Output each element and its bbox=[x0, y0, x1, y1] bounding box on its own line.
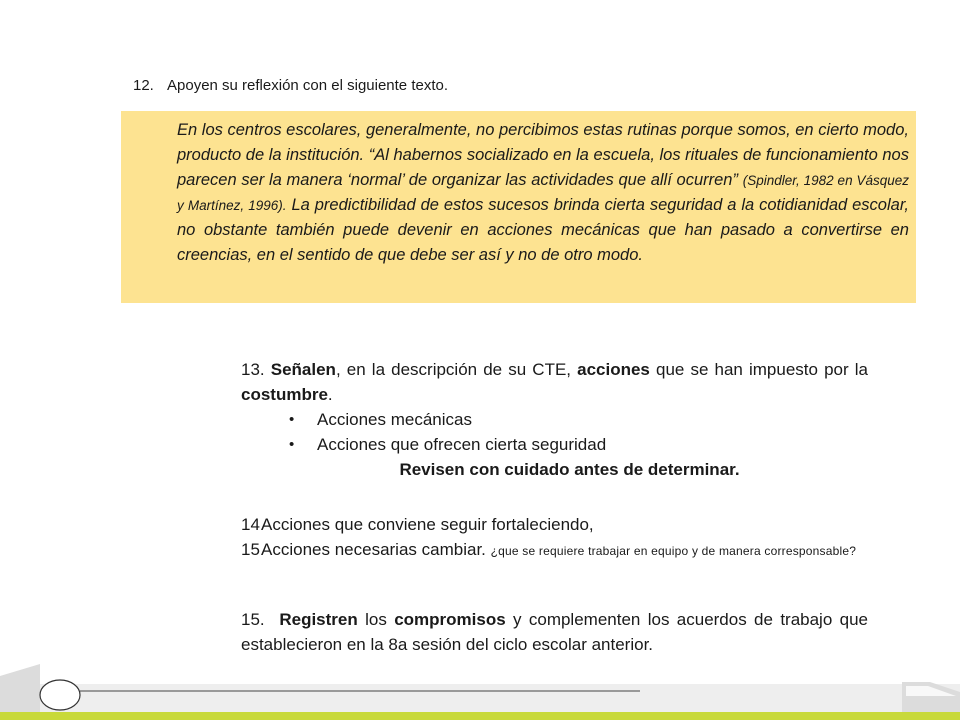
item-number: 14 bbox=[241, 515, 260, 534]
question-15-text-part: y complementen los acuerdos de trabajo que establecieron en la 8a sesión del ciclo escolar anterior. bbox=[241, 610, 869, 654]
question-13-verb: Señalen bbox=[270, 360, 336, 379]
quote-text bbox=[177, 118, 909, 268]
questions-14-15-list bbox=[241, 512, 868, 564]
item-text: Acciones que conviene seguir fortaleciendo, bbox=[261, 515, 594, 534]
quote-body: En los centros escolares, generalmente, no percibimos estas rutinas porque somos, en cierto modo, producto de la institución. “Al habernos socializado en la escuela, los rituales de funcionamiento nos parecen ser la manera ‘normal’ de organizar las actividades que allí ocurren” bbox=[177, 121, 909, 189]
footer-graphic bbox=[0, 656, 960, 720]
question-13-keyword-acciones: acciones bbox=[577, 360, 650, 379]
question-12-text: Apoyen su reflexión con el siguiente texto. bbox=[167, 77, 449, 94]
list-item bbox=[241, 537, 868, 564]
question-12 bbox=[133, 76, 833, 96]
question-12-number: 12. bbox=[133, 77, 154, 94]
list-item-text: Acciones mecánicas bbox=[317, 410, 472, 429]
highlighted-quote-box bbox=[121, 111, 916, 303]
question-15-keyword: compromisos bbox=[394, 610, 506, 629]
list-item-text: Acciones que ofrecen cierta seguridad bbox=[317, 435, 607, 454]
list-item bbox=[241, 432, 868, 457]
footer-green-bar bbox=[0, 712, 960, 720]
list-item bbox=[241, 512, 868, 537]
question-15-number: 15. bbox=[241, 610, 265, 629]
question-13-bullet-list bbox=[241, 407, 868, 457]
footer-gray-band bbox=[0, 684, 960, 712]
item-number: 15 bbox=[241, 540, 260, 559]
footer-decoration bbox=[0, 656, 960, 720]
question-15 bbox=[241, 607, 868, 657]
question-13-text bbox=[241, 357, 868, 407]
bullet-icon: • bbox=[289, 436, 295, 453]
question-13-text-part: , en la descripción de su CTE, bbox=[335, 360, 578, 379]
question-13-text-part: que se han impuesto por la bbox=[649, 360, 868, 379]
question-15-text-part: los bbox=[357, 610, 395, 629]
footer-left-tab bbox=[0, 664, 40, 712]
review-note: Revisen con cuidado antes de determinar. bbox=[399, 460, 740, 479]
question-15-verb: Registren bbox=[279, 610, 358, 629]
bullet-icon: • bbox=[289, 411, 295, 428]
question-13-keyword-costumbre: costumbre bbox=[241, 385, 328, 404]
item-subnote: ¿que se requiere trabajar en equipo y de manera corresponsable? bbox=[490, 544, 857, 558]
quote-citation: (Spindler, 1982 en Vásquez y Martínez, 1996). bbox=[177, 173, 910, 213]
question-13-text-part: . bbox=[327, 385, 333, 404]
question-13-number: 13. bbox=[241, 360, 265, 379]
circle-icon bbox=[40, 680, 80, 710]
quote-continuation: La predictibilidad de estos sucesos brinda cierta seguridad a la cotidianidad escolar, no obstante también puede devenir en acciones mecánicas que han pasado a convertirse en creencias, en el sentido de que debe ser así y no de otro modo. bbox=[177, 196, 909, 264]
question-13 bbox=[241, 357, 868, 482]
item-text: Acciones necesarias cambiar. bbox=[261, 540, 486, 559]
list-item bbox=[241, 407, 868, 432]
